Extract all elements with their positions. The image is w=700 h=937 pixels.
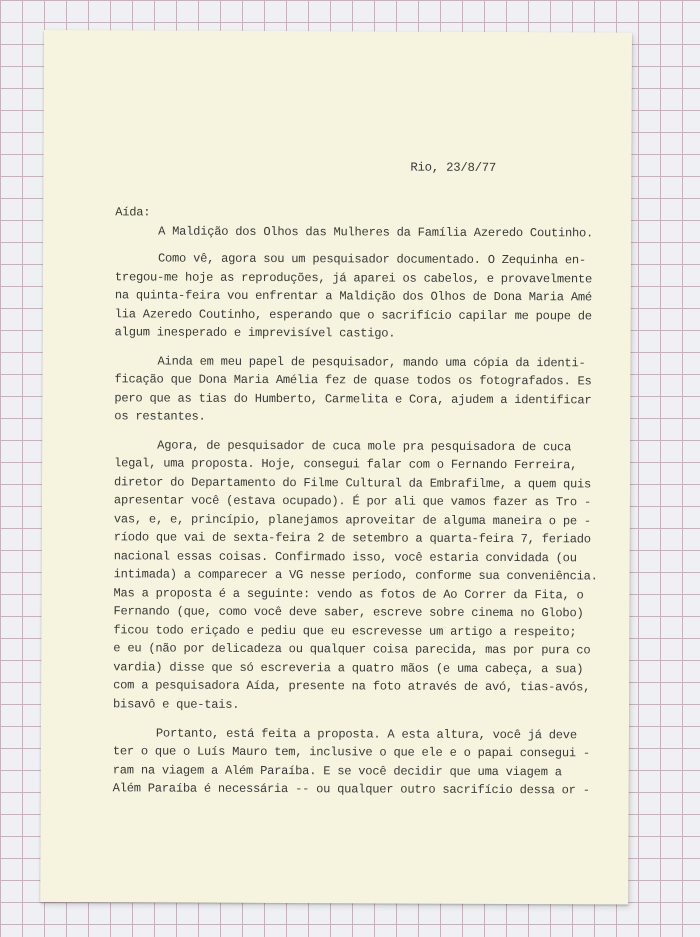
paragraph-3-line-14: com a pesquisadora Aída, presente na foto através de avó, tias-avós,: [113, 678, 591, 695]
paragraph-1-line-4: lia Azeredo Coutinho, esperando que o sacrifício capilar me poupe de: [114, 307, 592, 324]
letter-title: A Maldição dos Olhos das Mulheres da Família Azeredo Coutinho.: [158, 224, 594, 241]
paragraph-3-line-10: Fernando (que, como você deve saber, escreve sobre cinema no Globo): [113, 604, 584, 621]
letter-date: Rio, 23/8/77: [410, 160, 497, 175]
paragraph-4-line-3: ram na viagem a Além Paraíba. E se você decidir que uma viagem a: [112, 763, 562, 780]
letter-page: [40, 30, 632, 905]
paragraph-2-line-2: ficação que Dona Maria Amélia fez de quase todos os fotografados. Es: [114, 372, 592, 389]
letter-salutation: Aída:: [115, 205, 151, 220]
paragraph-4-line-2: ter o que o Luís Mauro tem, inclusive o que ele e o papai consegui -: [112, 744, 590, 761]
paragraph-3-line-5: vas, e, e, princípio, planejamos aproveitar de alguma maneira o pe -: [113, 512, 591, 529]
paragraph-3-line-3: diretor do Departamento do Filme Cultural da Embrafilme, a quem quis: [113, 475, 592, 492]
paragraph-3-line-15: bisavô e que-tais.: [113, 697, 240, 712]
paragraph-3-line-8: intimada) a comparecer a VG nesse período, conforme sua conveniência.: [113, 567, 598, 584]
paragraph-3-line-11: ficou todo eriçado e pediu que eu escrevesse um artigo a respeito;: [113, 623, 577, 640]
paragraph-4-line-4: Além Paraíba é necessária -- ou qualquer outro sacrifício dessa or -: [112, 781, 590, 798]
paragraph-1-line-1: Como vê, agora sou um pesquisador documentado. O Zequinha en-: [157, 251, 586, 268]
paragraph-3-line-7: nacional essas coisas. Confirmado isso, você estaria convidada (ou: [113, 549, 577, 566]
paragraph-4-line-1: Portanto, está feita a proposta. A esta altura, você já deve: [155, 726, 577, 743]
paragraph-2-line-1: Ainda em meu papel de pesquisador, mando uma cópia da identi-: [157, 354, 586, 371]
letter-body: [41, 30, 632, 798]
paragraph-1-line-3: na quinta-feira vou enfrentar a Maldição dos Olhos de Dona Maria Amé: [114, 288, 592, 305]
paragraph-3-line-4: apresentar você (estava ocupado). É por ali que vamos fazer as Tro -: [113, 493, 592, 510]
paragraph-3-line-1: Agora, de pesquisador de cuca mole pra pesquisadora de cuca: [157, 438, 572, 455]
paragraph-2-line-3: pero que as tias do Humberto, Carmelita e Cora, ajudem a identificar: [114, 391, 592, 408]
paragraph-3-line-12: e eu (não por delicadeza ou qualquer coisa parecida, mas por pura co: [113, 641, 591, 658]
paragraph-1-line-2: tregou-me hoje as reproduções, já aparei os cabelos, e provavelmente: [114, 270, 593, 287]
paragraph-3-line-9: Mas a proposta é a seguinte: vendo as fotos de Ao Correr da Fita, o: [113, 586, 584, 603]
paragraph-1-line-5: algum inesperado e imprevisível castigo.: [114, 325, 396, 341]
paragraph-3-line-13: vardia) disse que só escreveria a quatro mãos (e uma cabeça, a sua): [113, 660, 584, 677]
paragraph-3-line-2: legal, uma proposta. Hoje, consegui falar com o Fernando Ferreira,: [114, 456, 578, 473]
paragraph-2-line-4: os restantes.: [114, 409, 206, 424]
paragraph-3-line-6: ríodo que vai de sexta-feira 2 de setembro a quarta-feira 7, feriado: [113, 530, 591, 547]
